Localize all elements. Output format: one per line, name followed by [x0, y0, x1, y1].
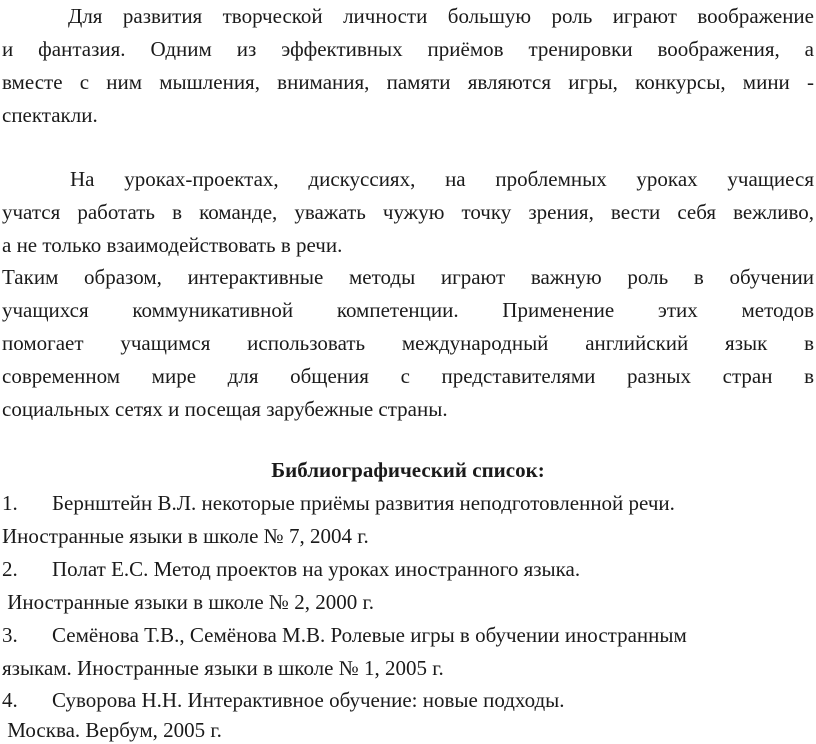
item-number: 2.	[2, 557, 18, 581]
paragraph-line: Для развития творческой личности большую роль играют воображение	[68, 4, 814, 28]
item-text-continued: Иностранные языки в школе № 7, 2004 г.	[2, 524, 369, 548]
item-number: 1.	[2, 491, 18, 515]
paragraph-line: вместе с ним мышления, внимания, памяти являются игры, конкурсы, мини -	[2, 70, 814, 94]
paragraph-line: помогает учащимся использовать международный английский язык в	[2, 331, 814, 355]
item-text-continued: Москва. Вербум, 2005 г.	[2, 718, 222, 742]
paragraph-line: На уроках-проектах, дискуссиях, на проблемных уроках учащиеся	[70, 167, 814, 191]
item-text: Бернштейн В.Л. некоторые приёмы развития неподготовленной речи.	[52, 491, 675, 515]
item-text: Семёнова Т.В., Семёнова М.В. Ролевые игры в обучении иностранным	[52, 623, 687, 647]
paragraph-line: Таким образом, интерактивные методы играют важную роль в обучении	[2, 265, 814, 289]
item-text-continued: Иностранные языки в школе № 2, 2000 г.	[2, 590, 374, 614]
item-text: Суворова Н.Н. Интерактивное обучение: новые подходы.	[52, 688, 565, 712]
paragraph-line: учатся работать в команде, уважать чужую точку зрения, вести себя вежливо,	[2, 200, 814, 224]
item-number: 4.	[2, 688, 18, 712]
paragraph-line: учащихся коммуникативной компетенции. Применение этих методов	[2, 298, 814, 322]
paragraph-line: современном мире для общения с представителями разных стран в	[2, 364, 814, 388]
item-text: Полат Е.С. Метод проектов на уроках иностранного языка.	[52, 557, 581, 581]
paragraph-line: а не только взаимодействовать в речи.	[2, 233, 343, 257]
item-text-continued: языкам. Иностранные языки в школе № 1, 2005 г.	[2, 656, 444, 680]
bibliography-heading: Библиографический список:	[271, 458, 545, 482]
paragraph-line: спектакли.	[2, 103, 98, 127]
paragraph-line: и фантазия. Одним из эффективных приёмов тренировки воображения, а	[2, 37, 814, 61]
paragraph-line: социальных сетях и посещая зарубежные страны.	[2, 397, 448, 421]
item-number: 3.	[2, 623, 18, 647]
